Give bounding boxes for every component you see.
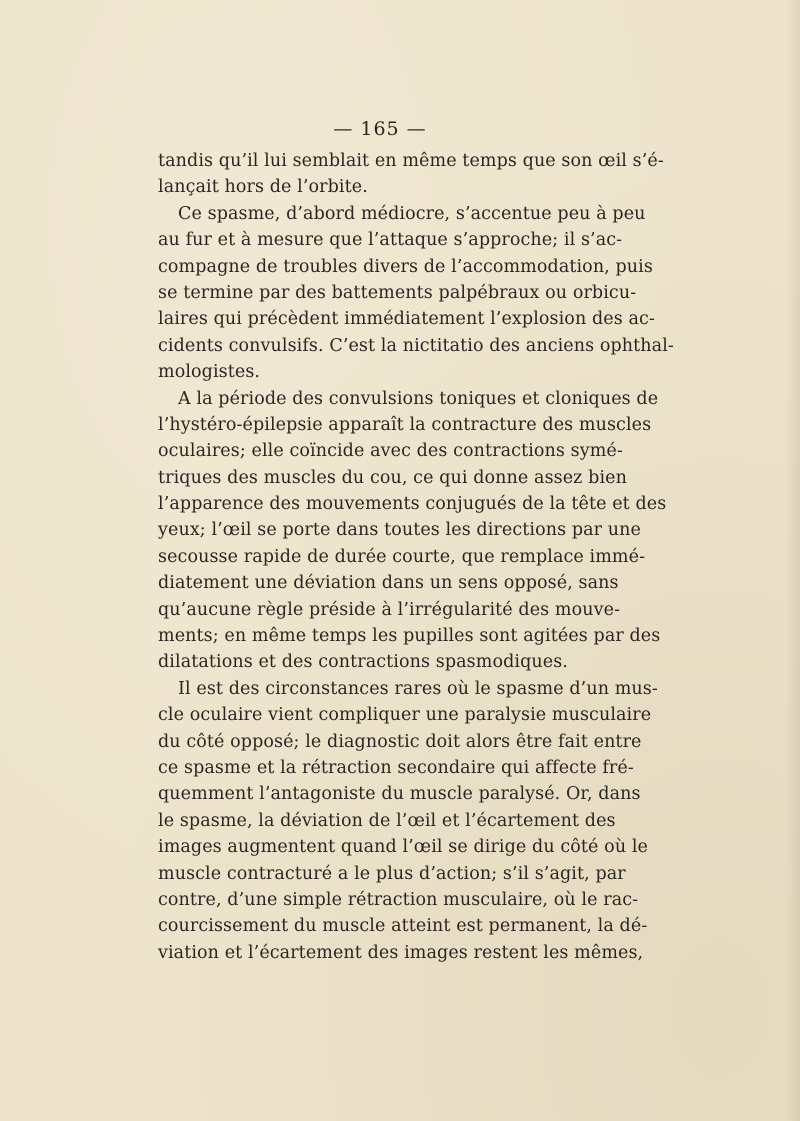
text-line: tandis qu’il lui semblait en même temps que son œil s’é- — [158, 151, 664, 171]
text-line: compagne de troubles divers de l’accommodation, puis — [158, 256, 653, 277]
text-line: qu’aucune règle préside à l’irrégularité des mouve- — [158, 599, 621, 620]
text-line: laires qui précèdent immédiatement l’explosion des ac- — [158, 309, 655, 330]
text-line: cidents convulsifs. C’est la nictitatio des anciens ophthal- — [158, 335, 674, 356]
text-line: A la période des convulsions toniques et cloniques de — [178, 388, 659, 409]
text-line: Ce spasme, d’abord médiocre, s’accentue peu à peu — [178, 203, 646, 224]
text-line: le spasme, la déviation de l’œil et l’écartement des — [158, 810, 616, 831]
text-line: images augmentent quand l’œil se dirige du côté où le — [158, 837, 649, 858]
text-line: triques des muscles du cou, ce qui donne assez bien — [158, 467, 627, 488]
text-line: l’apparence des mouvements conjugués de la tête et des — [158, 494, 667, 515]
text-line: contre, d’une simple rétraction musculaire, où le rac- — [158, 889, 639, 910]
text-line: se termine par des battements palpébraux ou orbicu- — [158, 282, 637, 303]
text-line: ments; en même temps les pupilles sont agitées par des — [158, 626, 661, 647]
page-number: — 165 — — [333, 118, 427, 140]
text-line: muscle contracturé a le plus d’action; s’il s’agit, par — [158, 863, 626, 884]
text-line: l’hystéro-épilepsie apparaît la contracture des muscles — [158, 414, 652, 435]
text-line: courcissement du muscle atteint est permanent, la dé- — [158, 916, 648, 937]
text-line: quemment l’antagoniste du muscle paralysé. Or, dans — [158, 784, 641, 805]
text-line: lançait hors de l’orbite. — [158, 177, 368, 198]
text-line: Il est des circonstances rares où le spasme d’un mus- — [178, 678, 658, 699]
body-text — [158, 148, 674, 966]
text-line: dilatations et des contractions spasmodiques. — [158, 652, 568, 673]
text-line: du côté opposé; le diagnostic doit alors être fait entre — [158, 731, 642, 752]
text-line: secousse rapide de durée courte, que remplace immé- — [158, 546, 646, 567]
text-line: au fur et à mesure que l’attaque s’approche; il s’ac- — [158, 230, 623, 251]
text-line: ce spasme et la rétraction secondaire qui affecte fré- — [158, 757, 634, 778]
text-line: viation et l’écartement des images restent les mêmes, — [158, 942, 644, 963]
text-line: oculaires; elle coïncide avec des contractions symé- — [158, 441, 623, 462]
text-line: cle oculaire vient compliquer une paralysie musculaire — [158, 705, 652, 726]
text-line: diatement une déviation dans un sens opposé, sans — [158, 573, 619, 594]
text-line: mologistes. — [158, 362, 261, 383]
text-line: yeux; l’œil se porte dans toutes les directions par une — [158, 520, 641, 541]
